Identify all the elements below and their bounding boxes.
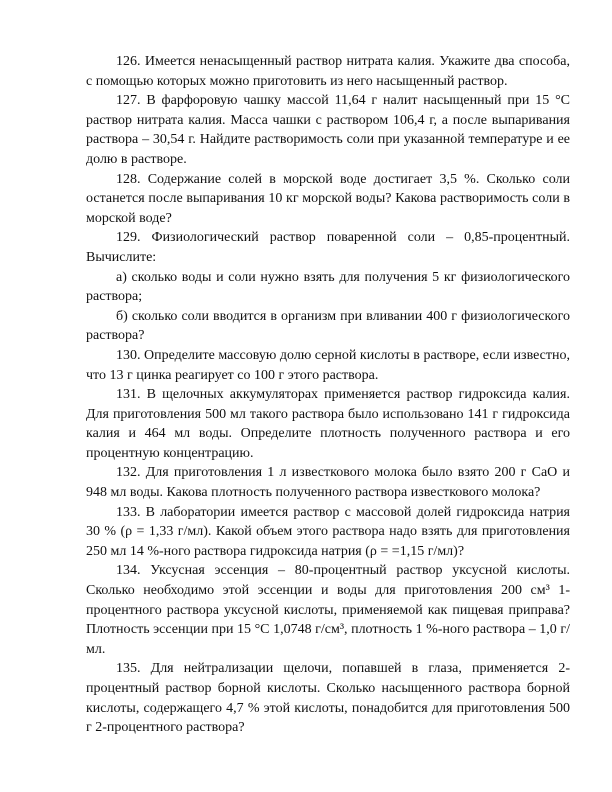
problem-129: 129. Физиологический раствор поваренной соли – 0,85-процентный. Вычислите:	[86, 230, 570, 265]
problem-133: 133. В лаборатории имеется раствор с массовой долей гидроксида натрия 30 % (ρ = 1,33 г/мл). Какой объем этого раствора надо взять для приготовления 250 мл 14 %-ного раствора гидроксида натрия (ρ = =1,15 г/мл)?	[86, 504, 570, 559]
problem-list	[86, 52, 570, 738]
problem-129-part-b: б) сколько соли вводится в организм при вливании 400 г физиологического раствора?	[86, 308, 570, 344]
problem-134: 134. Уксусная эссенция – 80-процентный раствор уксусной кислоты. Сколько необходимо этой эссенции и воды для приготовления 200 см³ 1-процентного раствора уксусной кислоты, применяемой как пищевая приправа? Плотность эссенции при 15 °С 1,0748 г/см³, плотность 1 %-ного раствора – 1,0 г/мл.	[86, 563, 570, 657]
problem-130: 130. Определите массовую долю серной кислоты в растворе, если известно, что 13 г цинка реагирует со 100 г этого раствора.	[86, 347, 570, 383]
problem-132: 132. Для приготовления 1 л известкового молока было взято 200 г СаО и 948 мл воды. Какова плотность полученного раствора известкового молока?	[86, 465, 570, 501]
problem-129-part-a: а) сколько воды и соли нужно взять для получения 5 кг физиологического раствора;	[86, 269, 570, 305]
problem-131: 131. В щелочных аккумуляторах применяется раствор гидроксида калия. Для приготовления 500 мл такого раствора было использовано 141 г гидроксида калия и 464 мл воды. Определите плотность полученного раствора и его процентную концентрацию.	[86, 387, 570, 461]
problem-135: 135. Для нейтрализации щелочи, попавшей в глаза, применяется 2-процентный раствор борной кислоты. Сколько насыщенного раствора борной кислоты, содержащего 4,7 % этой кислоты, понадобится для приготовления 500 г 2-процентного раствора?	[86, 661, 570, 736]
problem-127: 127. В фарфоровую чашку массой 11,64 г налит насыщенный при 15 °С раствор нитрата калия. Масса чашки с раствором 106,4 г, а после выпаривания раствора – 30,54 г. Найдите растворимость соли при указанной температуре и ее долю в растворе.	[86, 93, 570, 167]
problem-128: 128. Содержание солей в морской воде достигает 3,5 %. Сколько соли останется после выпаривания 10 кг морской воды? Какова растворимость соли в морской воде?	[86, 171, 570, 226]
problem-126: 126. Имеется ненасыщенный раствор нитрата калия. Укажите два способа, с помощью которых можно приготовить из него насыщенный раствор.	[86, 54, 570, 89]
